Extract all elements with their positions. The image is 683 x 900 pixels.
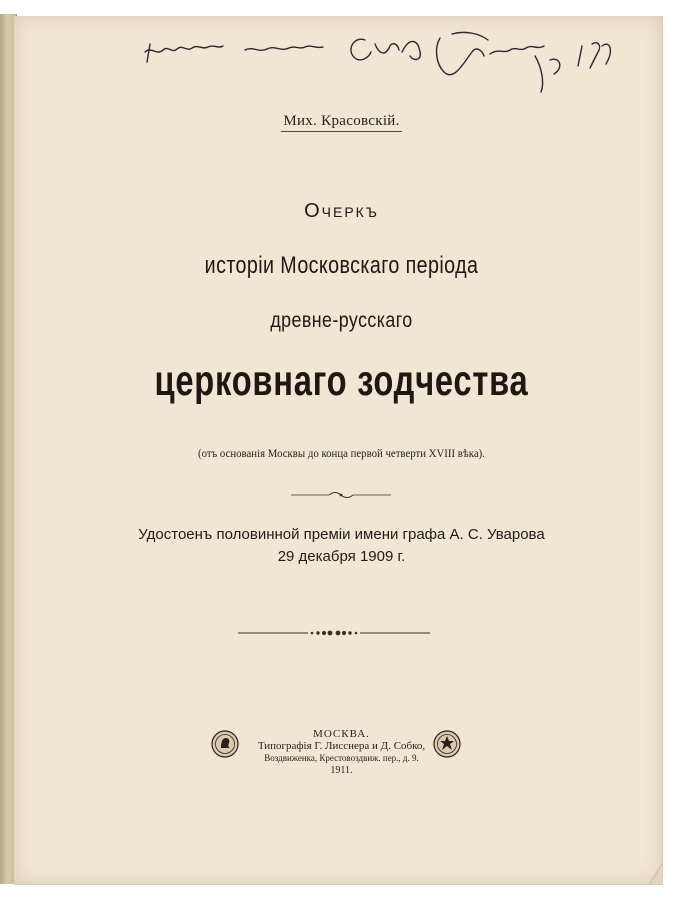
ornament-rule-top (291, 489, 391, 501)
handwritten-inscription (140, 30, 640, 110)
imprint-city: МОСКВА. (313, 728, 370, 740)
title-line-1: Очеркъ (304, 200, 379, 222)
imprint-printer: Типографія Г. Лисснера и Д. Собко, (257, 740, 426, 752)
author-name: Мих. Красовскій. (0, 113, 683, 132)
imprint-year: 1911. (330, 765, 353, 776)
ornament-rule-bottom (238, 626, 430, 640)
imprint-address: Воздвиженка, Крестовоздвиж. пер., д. 9. (264, 753, 419, 763)
award-line-1: Удостоенъ половинной преміи имени графа А. С. Уварова (138, 526, 545, 543)
title-line-2: исторіи Московскаго періода (204, 252, 479, 279)
title-line-4: церковнаго зодчества (154, 357, 529, 405)
title-line-3: древне-русскаго (270, 309, 413, 332)
medal-right-icon (433, 730, 461, 758)
page-corner-fold (648, 862, 662, 884)
subtitle: (отъ основанія Москвы до конца первой четверти XVIII вѣка). (198, 446, 485, 460)
award-line-2: 29 декабря 1909 г. (277, 548, 406, 565)
